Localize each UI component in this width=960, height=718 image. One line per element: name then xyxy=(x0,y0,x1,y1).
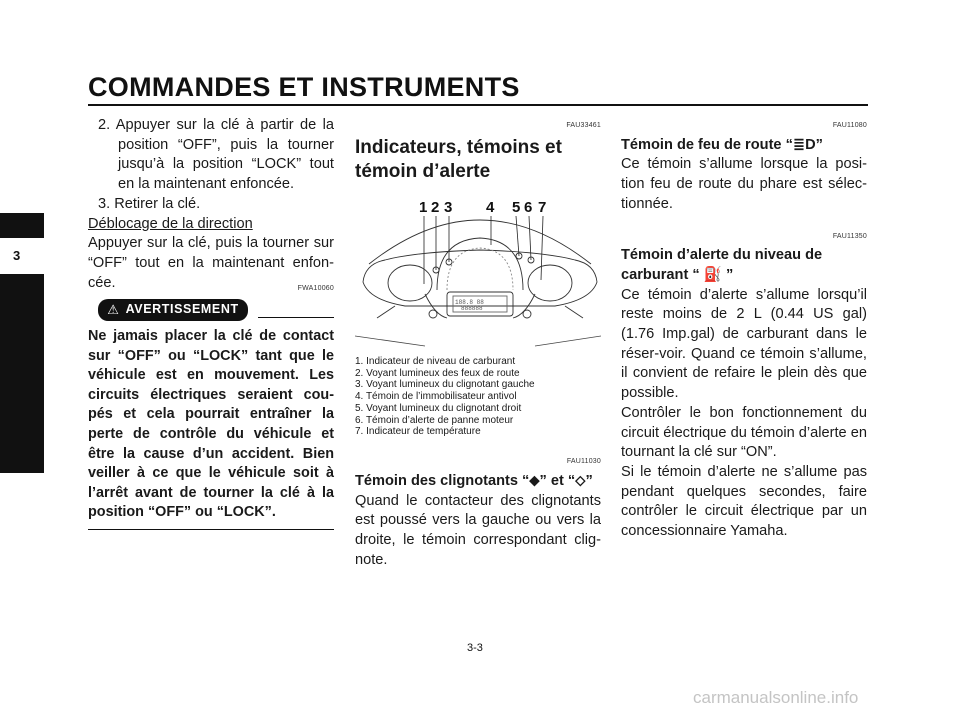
section-title-line-1: Indicateurs, témoins et xyxy=(355,136,562,158)
middle-column xyxy=(355,116,601,571)
right-column xyxy=(621,116,867,542)
fuel-title-line-2: carburant “ ⛽ ” xyxy=(621,266,734,283)
caption-3: 3. Voyant lumineux du clignotant gauche xyxy=(355,379,535,391)
warning-end-rule xyxy=(88,529,334,530)
fuel-text-1: Ce témoin d’alerte s’allume lorsqu’il reste moins de 2 L (0.44 US gal) (1.76 Imp.gal) de carburant dans le réser-voir. Quand ce témoin s’allume, il convient de refaire le plein dès que possible. xyxy=(621,286,867,402)
chapter-number: 3 xyxy=(13,248,21,263)
unlock-text: Appuyer sur la clé, puis la tourner sur “OFF” tout en la maintenant enfon-cée. xyxy=(88,235,334,291)
fuel-title-line-1: Témoin d’alerte du niveau de xyxy=(621,247,823,264)
clign-code: FAU11030 xyxy=(566,458,601,466)
warning-header xyxy=(88,297,334,325)
warning-rule xyxy=(258,317,334,318)
warning-badge xyxy=(98,299,248,321)
clign-text: Quand le contacteur des clignotants est poussé vers la gauche ou vers la droite, le témoin correspondant clig-note. xyxy=(355,492,601,568)
caption-2: 2. Voyant lumineux des feux de route xyxy=(355,367,520,379)
caption-6: 6. Témoin d’alerte de panne moteur xyxy=(355,414,514,426)
unlock-heading: Déblocage de la direction xyxy=(88,215,253,232)
caption-1: 1. Indicateur de niveau de carburant xyxy=(355,355,516,367)
route-code: FAU11080 xyxy=(832,122,867,129)
fuel-text-2: Contrôler le bon fonctionnement du circuit électrique du témoin d’alerte en tournant la clé sur “ON”. xyxy=(621,404,867,461)
figure-label-5: 5 xyxy=(512,198,521,216)
section-code: FAU33461 xyxy=(566,122,601,129)
figure-label-3: 3 xyxy=(444,198,453,216)
svg-text:188.8 88: 188.8 88 xyxy=(455,298,484,306)
figure-label-6: 6 xyxy=(524,198,533,216)
warning-code: FWA10060 xyxy=(297,285,334,293)
watermark: carmanualsonline.info xyxy=(693,688,859,707)
figure-label-7: 7 xyxy=(538,198,547,216)
step-2: 2. Appuyer sur la clé à partir de la position “OFF”, puis la tourner jusqu’à la position “LOCK” tout en la maintenant enfoncée. xyxy=(98,117,334,193)
fuel-code: FAU11350 xyxy=(832,232,867,240)
header-rule xyxy=(88,104,868,106)
route-title: Témoin de feu de route “≣D” xyxy=(621,136,823,153)
route-text: Ce témoin s’allume lorsque la posi-tion feu de route du phare est sélec-tionnée. xyxy=(621,156,867,212)
page-header-title: COMMANDES ET INSTRUMENTS xyxy=(88,72,520,102)
fuel-text-3: Si le témoin d’alerte ne s’allume pas pendant quelques secondes, faire contrôler le circuit électrique par un concessionnaire Yamaha. xyxy=(621,463,867,540)
caption-7: 7. Indicateur de température xyxy=(355,426,481,438)
svg-text:888888: 888888 xyxy=(461,304,483,312)
instrument-panel-drawing xyxy=(355,190,601,348)
left-column xyxy=(88,116,334,530)
figure-label-1: 1 xyxy=(419,198,428,216)
caption-4: 4. Témoin de l’immobilisateur antivol xyxy=(355,391,517,403)
warning-label: AVERTISSEMENT xyxy=(125,302,239,317)
figure-label-2: 2 xyxy=(431,198,440,216)
section-title-line-2: témoin d’alerte xyxy=(355,160,491,182)
step-3: 3. Retirer la clé. xyxy=(98,195,201,212)
figure-label-4: 4 xyxy=(486,198,495,216)
clign-title: Témoin des clignotants “⬥” et “⬦” xyxy=(355,472,593,489)
instrument-panel-figure xyxy=(355,190,601,348)
warning-triangle-icon: ⚠ xyxy=(107,302,120,318)
caption-5: 5. Voyant lumineux du clignotant droit xyxy=(355,402,522,414)
warning-text: Ne jamais placer la clé de contact sur “OFF” ou “LOCK” tant que le véhicule est en mouvement. Les circuits électriques seraient cou-pés et cela pourrait entraîner la perte de contrôle du véhicule et être la cause d’un accident. Bien veiller à ce que le véhicule soit à l’arrêt avant de tourner la clé à la position “OFF” ou “LOCK”. xyxy=(88,328,334,521)
page-number: 3-3 xyxy=(467,642,483,654)
